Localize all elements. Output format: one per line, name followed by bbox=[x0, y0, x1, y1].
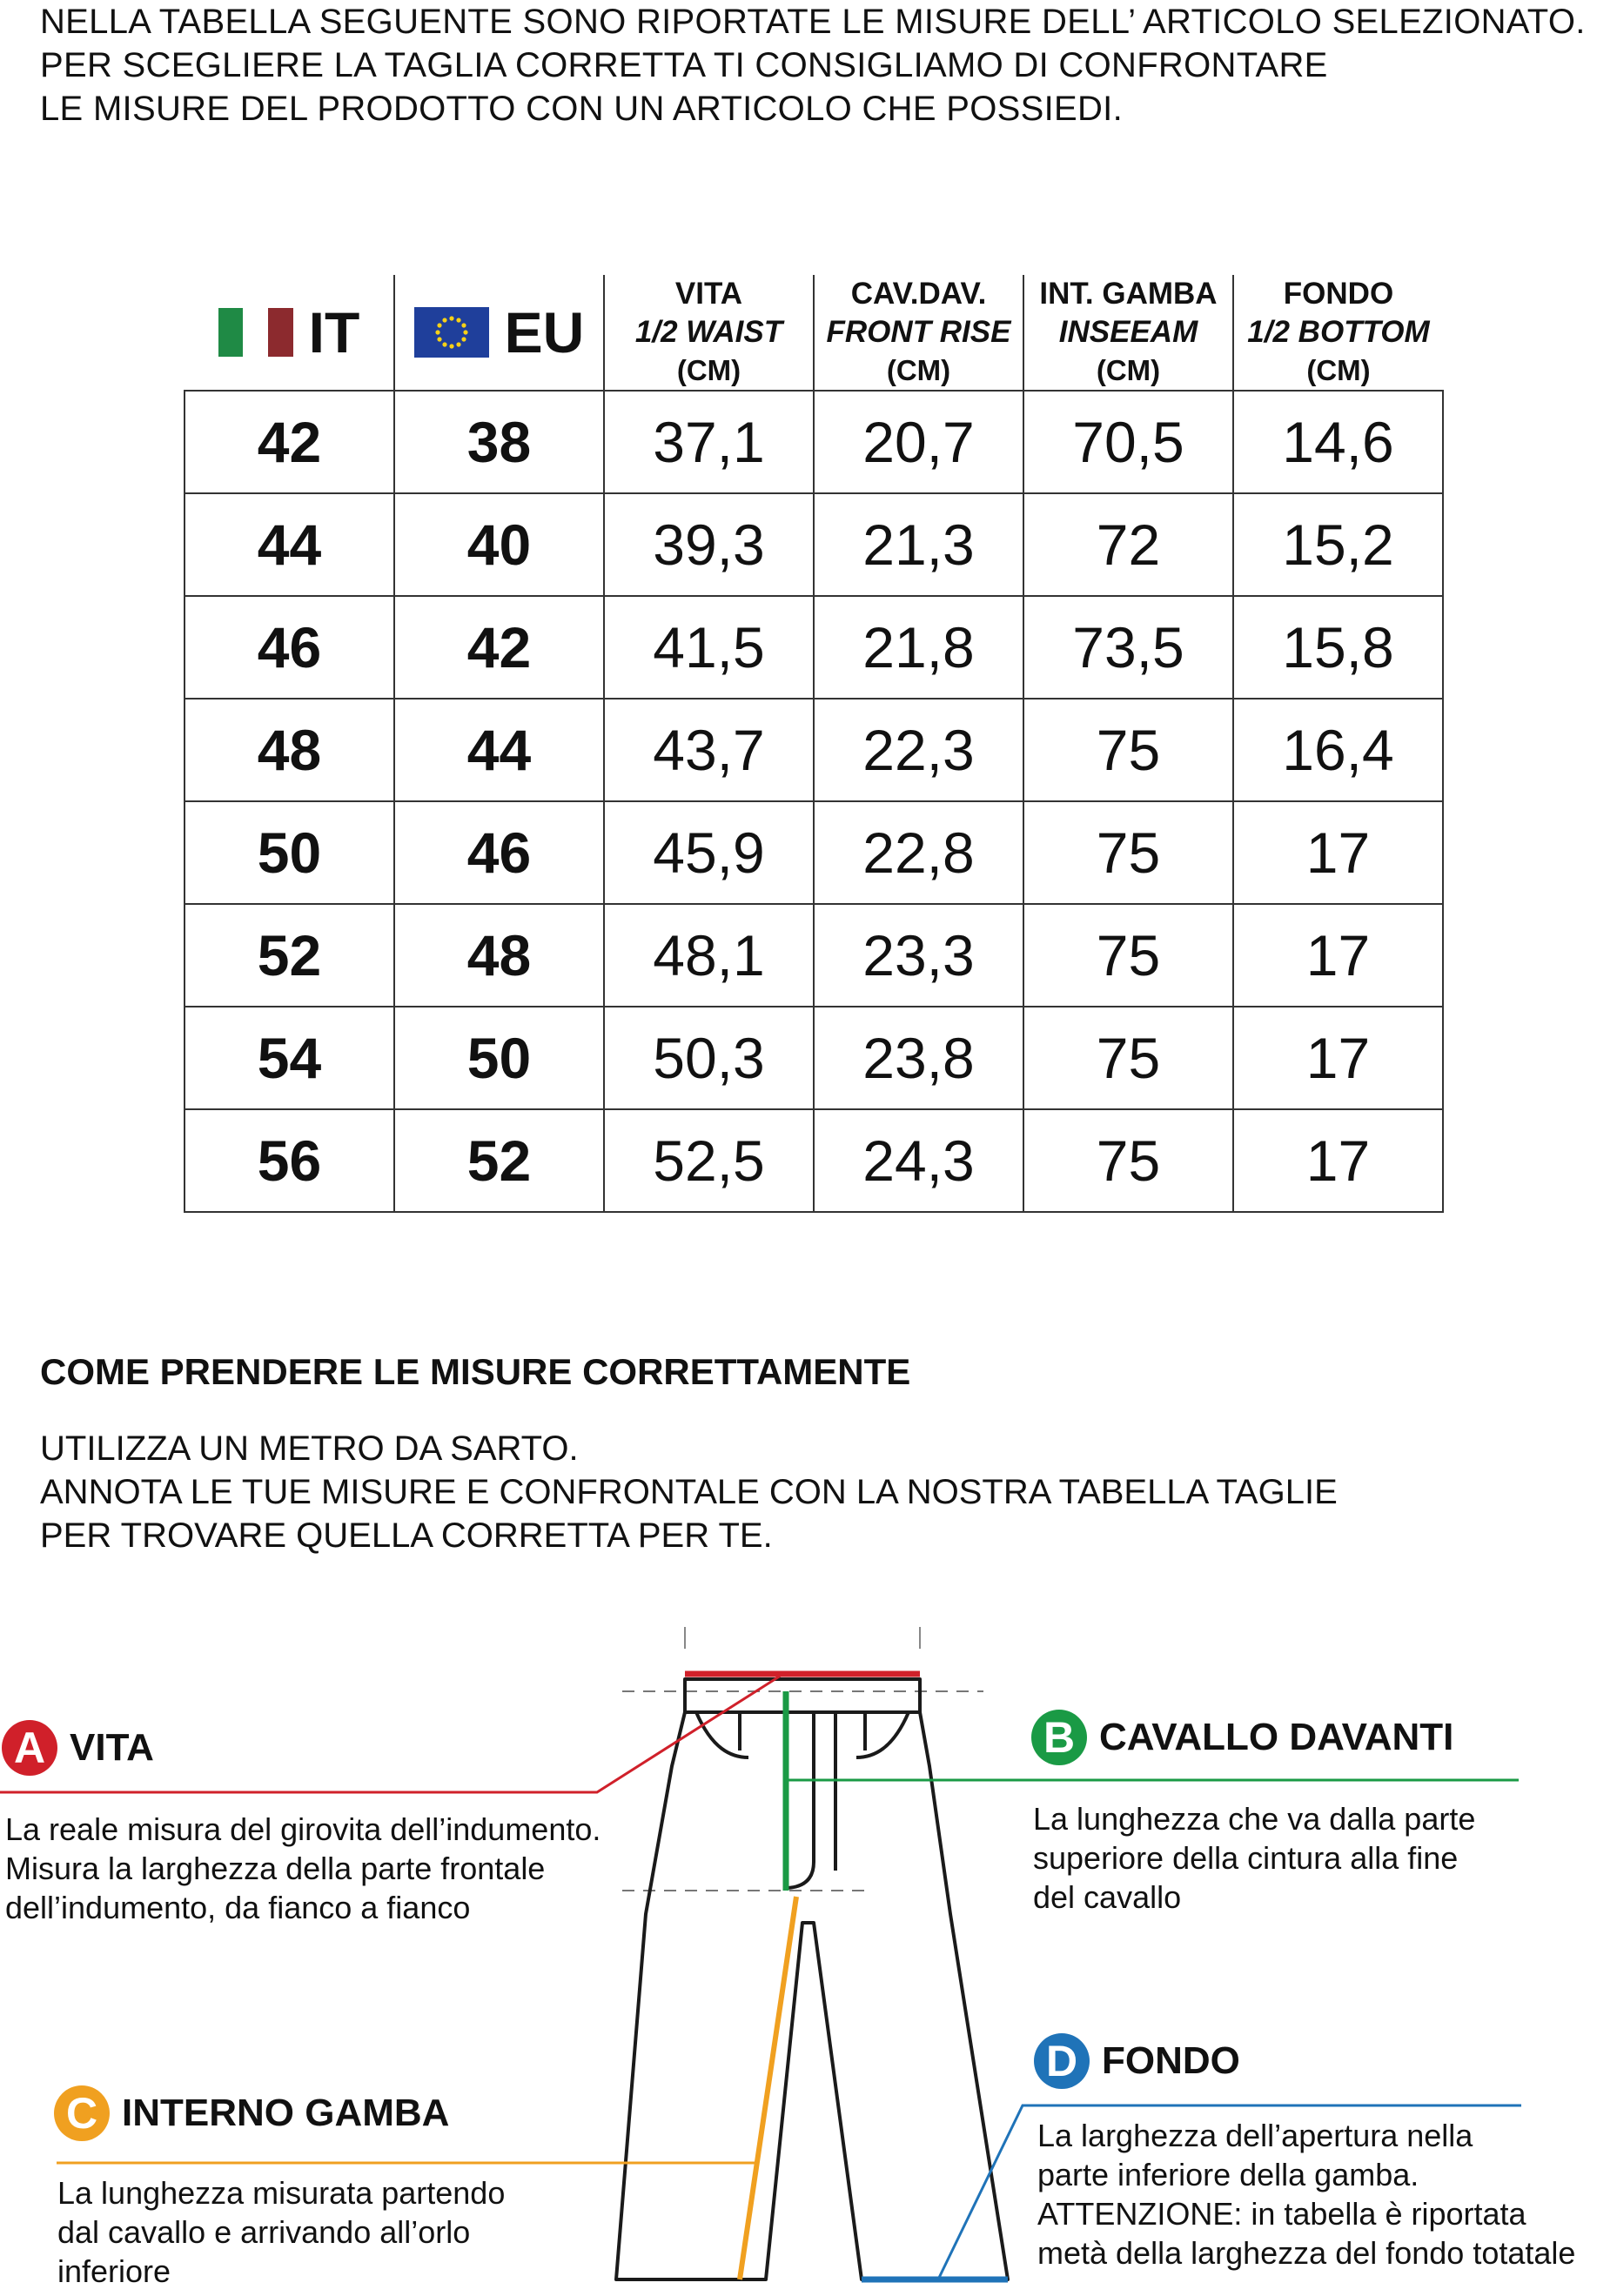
cell-it: 44 bbox=[185, 493, 394, 596]
cell-inseam: 75 bbox=[1023, 1007, 1233, 1109]
cell-front-rise: 22,3 bbox=[814, 699, 1023, 801]
cell-bottom: 15,8 bbox=[1233, 596, 1443, 699]
howto-title: COME PRENDERE LE MISURE CORRETTAMENTE bbox=[40, 1351, 911, 1392]
table-row bbox=[185, 1007, 1443, 1109]
howto-instructions bbox=[40, 1427, 1338, 1557]
cell-eu: 46 bbox=[394, 801, 604, 904]
cell-front-rise: 22,8 bbox=[814, 801, 1023, 904]
table-row bbox=[185, 391, 1443, 493]
cell-it: 56 bbox=[185, 1109, 394, 1212]
bottom-desc-line: ATTENZIONE: in tabella è riportata bbox=[1037, 2196, 1526, 2232]
table-row bbox=[185, 801, 1443, 904]
cell-eu: 44 bbox=[394, 699, 604, 801]
size-table bbox=[184, 275, 1444, 1213]
header-bottom-main: FONDO bbox=[1283, 277, 1394, 311]
howto-line-1: UTILIZZA UN METRO DA SARTO. bbox=[40, 1429, 579, 1468]
cell-inseam: 75 bbox=[1023, 1109, 1233, 1212]
cell-bottom: 17 bbox=[1233, 904, 1443, 1007]
header-bottom bbox=[1233, 275, 1443, 391]
cell-bottom: 16,4 bbox=[1233, 699, 1443, 801]
cell-eu: 48 bbox=[394, 904, 604, 1007]
header-waist-main: VITA bbox=[674, 277, 743, 311]
cell-bottom: 17 bbox=[1233, 801, 1443, 904]
cell-it: 42 bbox=[185, 391, 394, 493]
front-rise-desc-line: superiore della cintura alla fine bbox=[1033, 1840, 1459, 1876]
cell-inseam: 75 bbox=[1023, 904, 1233, 1007]
header-eu-label: EU bbox=[504, 300, 585, 365]
cell-front-rise: 21,3 bbox=[814, 493, 1023, 596]
italy-flag-icon bbox=[218, 308, 293, 357]
cell-waist: 43,7 bbox=[604, 699, 814, 801]
label-bottom-title: FONDO bbox=[1102, 2039, 1240, 2082]
table-row bbox=[185, 699, 1443, 801]
header-it-label: IT bbox=[308, 300, 360, 365]
waist-desc-line: La reale misura del girovita dell’indumento. bbox=[5, 1811, 601, 1847]
intro-text bbox=[40, 0, 1607, 131]
bottom-description bbox=[1037, 2116, 1575, 2273]
waist-desc-line: Misura la larghezza della parte frontale bbox=[5, 1851, 546, 1886]
cell-it: 48 bbox=[185, 699, 394, 801]
cell-inseam: 72 bbox=[1023, 493, 1233, 596]
eu-flag-icon bbox=[414, 307, 489, 358]
cell-eu: 52 bbox=[394, 1109, 604, 1212]
inseam-description bbox=[57, 2173, 505, 2291]
header-front-rise-main: CAV.DAV. bbox=[850, 277, 987, 311]
intro-line-2: PER SCEGLIERE LA TAGLIA CORRETTA TI CONSIGLIAMO DI CONFRONTARE bbox=[40, 46, 1328, 84]
howto-line-2: ANNOTA LE TUE MISURE E CONFRONTALE CON LA NOSTRA TABELLA TAGLIE bbox=[40, 1473, 1338, 1511]
cell-inseam: 75 bbox=[1023, 801, 1233, 904]
label-inseam-title: INTERNO GAMBA bbox=[122, 2092, 450, 2134]
label-front-rise-title: CAVALLO DAVANTI bbox=[1099, 1716, 1454, 1758]
cell-waist: 45,9 bbox=[604, 801, 814, 904]
header-it bbox=[185, 275, 394, 391]
waist-desc-line: dell’indumento, da fianco a fianco bbox=[5, 1890, 471, 1925]
table-row bbox=[185, 493, 1443, 596]
cell-it: 52 bbox=[185, 904, 394, 1007]
table-row bbox=[185, 596, 1443, 699]
header-waist-sub: 1/2 WAIST bbox=[634, 315, 783, 349]
header-front-rise-sub: FRONT RISE bbox=[826, 315, 1011, 349]
label-inseam bbox=[54, 2085, 449, 2141]
trousers-outline bbox=[616, 1679, 1008, 2279]
intro-line-1: NELLA TABELLA SEGUENTE SONO RIPORTATE LE MISURE DELL’ ARTICOLO SELEZIONATO. bbox=[40, 3, 1586, 41]
badge-b-icon: B bbox=[1031, 1710, 1087, 1765]
badge-a-icon: A bbox=[2, 1720, 57, 1776]
cell-it: 50 bbox=[185, 801, 394, 904]
intro-line-3: LE MISURE DEL PRODOTTO CON UN ARTICOLO CHE POSSIEDI. bbox=[40, 90, 1123, 128]
cell-inseam: 73,5 bbox=[1023, 596, 1233, 699]
header-front-rise bbox=[814, 275, 1023, 391]
header-waist-unit: (CM) bbox=[676, 354, 741, 386]
cell-front-rise: 23,8 bbox=[814, 1007, 1023, 1109]
cell-waist: 39,3 bbox=[604, 493, 814, 596]
header-inseam-main: INT. GAMBA bbox=[1039, 277, 1218, 311]
cell-eu: 38 bbox=[394, 391, 604, 493]
bottom-desc-line: La larghezza dell’apertura nella bbox=[1037, 2118, 1473, 2153]
cell-front-rise: 23,3 bbox=[814, 904, 1023, 1007]
badge-d-icon: D bbox=[1034, 2033, 1090, 2089]
cell-waist: 48,1 bbox=[604, 904, 814, 1007]
header-inseam-sub: INSEEAM bbox=[1058, 315, 1198, 349]
waist-description bbox=[5, 1810, 601, 1927]
cell-bottom: 14,6 bbox=[1233, 391, 1443, 493]
label-waist-title: VITA bbox=[70, 1726, 154, 1769]
cell-waist: 41,5 bbox=[604, 596, 814, 699]
cell-it: 54 bbox=[185, 1007, 394, 1109]
inseam-desc-line: La lunghezza misurata partendo bbox=[57, 2175, 506, 2211]
label-front-rise bbox=[1031, 1710, 1453, 1765]
front-rise-description bbox=[1033, 1799, 1475, 1917]
bottom-desc-line: metà della larghezza del fondo totatale bbox=[1037, 2235, 1576, 2271]
front-rise-desc-line: del cavallo bbox=[1033, 1879, 1182, 1915]
cell-it: 46 bbox=[185, 596, 394, 699]
header-waist bbox=[604, 275, 814, 391]
inseam-measure-line bbox=[740, 1897, 796, 2279]
cell-front-rise: 21,8 bbox=[814, 596, 1023, 699]
label-bottom bbox=[1034, 2033, 1240, 2089]
cell-waist: 37,1 bbox=[604, 391, 814, 493]
cell-eu: 50 bbox=[394, 1007, 604, 1109]
cell-bottom: 17 bbox=[1233, 1109, 1443, 1212]
label-waist bbox=[2, 1720, 154, 1776]
table-row bbox=[185, 1109, 1443, 1212]
cell-eu: 40 bbox=[394, 493, 604, 596]
header-bottom-sub: 1/2 BOTTOM bbox=[1247, 315, 1430, 349]
header-front-rise-unit: (CM) bbox=[886, 354, 951, 386]
front-rise-desc-line: La lunghezza che va dalla parte bbox=[1033, 1801, 1476, 1837]
cell-inseam: 70,5 bbox=[1023, 391, 1233, 493]
cell-front-rise: 24,3 bbox=[814, 1109, 1023, 1212]
inseam-desc-line: inferiore bbox=[57, 2253, 171, 2289]
header-inseam bbox=[1023, 275, 1233, 391]
inseam-desc-line: dal cavallo e arrivando all’orlo bbox=[57, 2214, 471, 2250]
cell-front-rise: 20,7 bbox=[814, 391, 1023, 493]
badge-c-icon: C bbox=[54, 2085, 110, 2141]
header-bottom-unit: (CM) bbox=[1306, 354, 1371, 386]
header-inseam-unit: (CM) bbox=[1096, 354, 1161, 386]
header-eu bbox=[394, 275, 604, 391]
bottom-desc-line: parte inferiore della gamba. bbox=[1037, 2157, 1419, 2192]
table-row bbox=[185, 904, 1443, 1007]
cell-eu: 42 bbox=[394, 596, 604, 699]
cell-waist: 52,5 bbox=[604, 1109, 814, 1212]
howto-line-3: PER TROVARE QUELLA CORRETTA PER TE. bbox=[40, 1516, 773, 1555]
cell-bottom: 17 bbox=[1233, 1007, 1443, 1109]
cell-waist: 50,3 bbox=[604, 1007, 814, 1109]
cell-inseam: 75 bbox=[1023, 699, 1233, 801]
cell-bottom: 15,2 bbox=[1233, 493, 1443, 596]
table-header-row bbox=[185, 275, 1443, 391]
